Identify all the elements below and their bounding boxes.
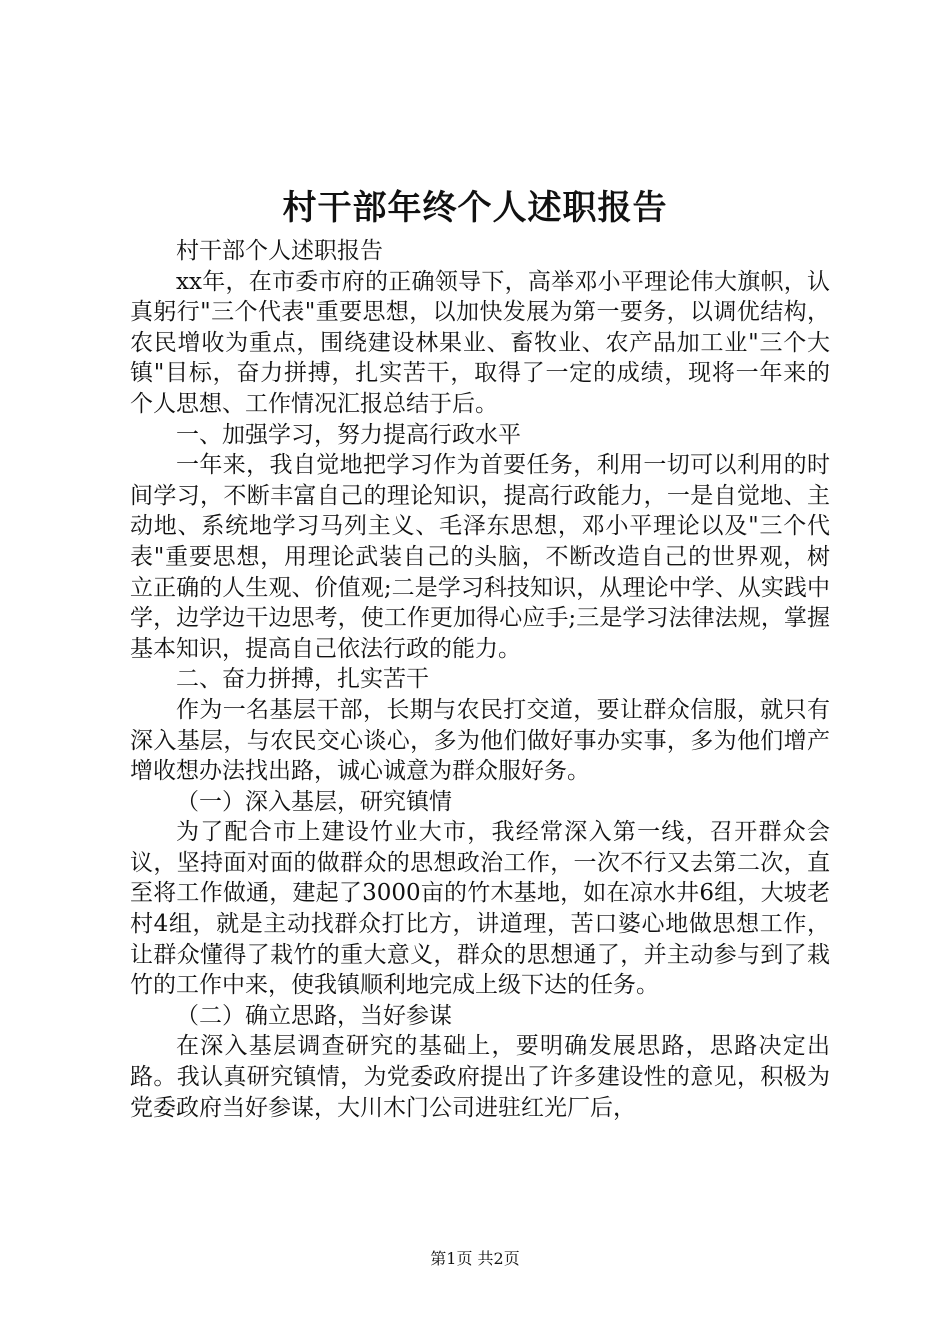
section-heading-2: 二、奋力拼搏，扎实苦干 [176,666,429,693]
paragraph-intro: xx年，在市委市府的正确领导下，高举邓小平理论伟大旗帜，认真躬行"三个代表"重要思想，以加快发展为第一要务，以调优结构，农民增收为重点，围绕建设林果业、畜牧业、农产品加工业"三个大镇"目标，奋力拼搏，扎实苦干，取得了一定的成绩，现将一年来的个人思想、工作情况汇报总结于后。 [130,268,830,417]
paragraph-study: 一年来，我自觉地把学习作为首要任务，利用一切可以利用的时间学习，不断丰富自己的理论知识，提高行政能力，一是自觉地、主动地、系统地学习马列主义、毛泽东思想，邓小平理论以及"三个代表"重要思想，用理论武装自己的头脑，不断改造自己的世界观，树立正确的人生观、价值观;二是学习科技知识，从理论中学、从实践中学，边学边干边思考，使工作更加得心应手;三是学习法律法规，掌握基本知识，提高自己依法行政的能力。 [130,452,830,662]
page-number-footer: 第1页 共2页 [430,1249,520,1268]
paragraph-bamboo: 为了配合市上建设竹业大市，我经常深入第一线，召开群众会议，坚持面对面的做群众的思想政治工作，一次不行又去第二次，直至将工作做通，建起了3000亩的竹木基地，如在凉水井6组，大坡老村4组，就是主动找群众打比方，讲道理，苦口婆心地做思想工作，让群众懂得了栽竹的重大意义，群众的思想通了，并主动参与到了栽竹的工作中来，使我镇顺利地完成上级下达的任务。 [130,819,830,999]
paragraph-subtitle: 村干部个人述职报告 [176,238,383,264]
subsection-heading-2: （二）确立思路，当好参谋 [176,1002,452,1029]
document-body [130,236,830,1123]
subsection-heading-1: （一）深入基层，研究镇情 [176,788,452,815]
document-title: 村干部年终个人述职报告 [282,188,668,228]
section-heading-1: 一、加强学习，努力提高行政水平 [176,421,521,448]
paragraph-advisor: 在深入基层调查研究的基础上，要明确发展思路，思路决定出路。我认真研究镇情，为党委政府提出了许多建设性的意见，积极为党委政府当好参谋，大川木门公司进驻红光厂后， [130,1033,830,1121]
paragraph-work: 作为一名基层干部，长期与农民打交道，要让群众信服，就只有深入基层，与农民交心谈心，多为他们做好事办实事，多为他们增产增收想办法找出路，诚心诚意为群众服好务。 [130,696,830,785]
